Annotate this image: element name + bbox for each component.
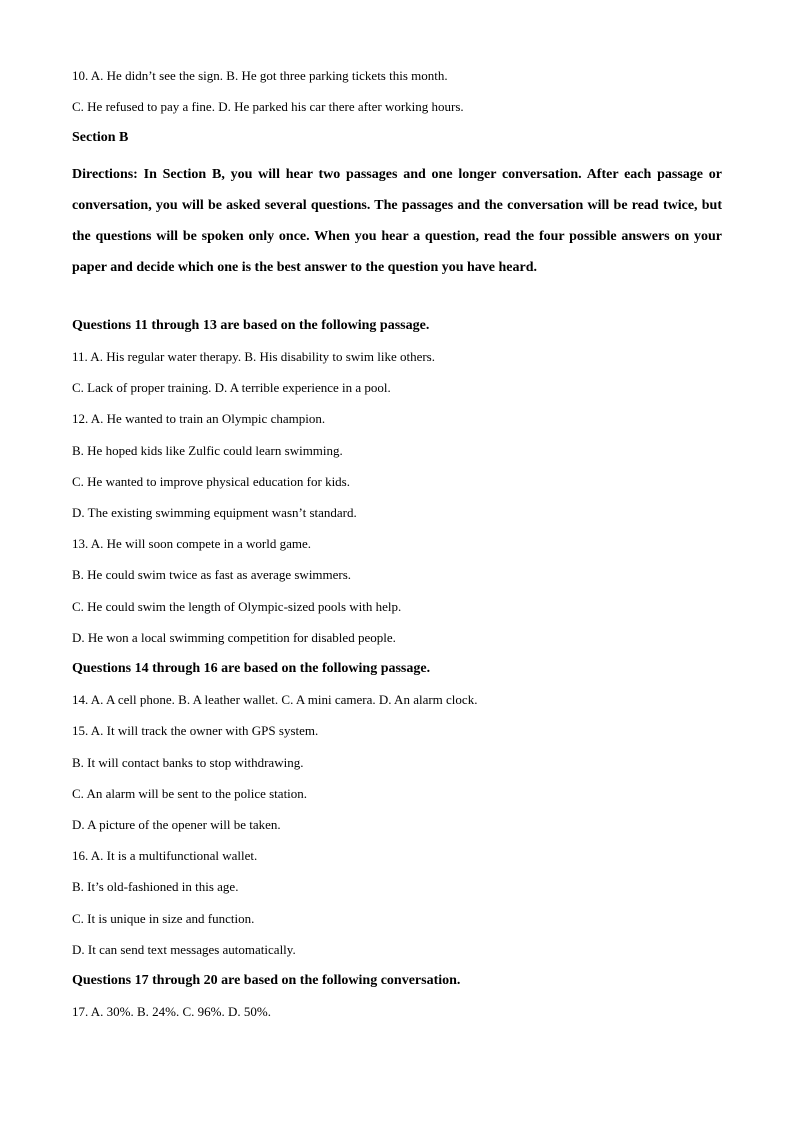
question-line: D. The existing swimming equipment wasn’t standard. bbox=[72, 505, 357, 520]
question-line: 12. A. He wanted to train an Olympic champion. bbox=[72, 411, 326, 426]
question-line: D. He won a local swimming competition for disabled people. bbox=[72, 630, 396, 645]
question-10-line: 10. A. He didn’t see the sign. B. He got three parking tickets this month. bbox=[72, 68, 448, 83]
question-line: C. Lack of proper training. D. A terrible experience in a pool. bbox=[72, 380, 391, 395]
group-heading-11-13: Questions 11 through 13 are based on the following passage. bbox=[72, 318, 430, 333]
question-line: B. It will contact banks to stop withdrawing. bbox=[72, 755, 304, 770]
question-line: B. He could swim twice as fast as average swimmers. bbox=[72, 567, 352, 582]
question-line: C. An alarm will be sent to the police station. bbox=[72, 786, 308, 801]
question-line: C. He could swim the length of Olympic-sized pools with help. bbox=[72, 599, 402, 614]
question-line: B. It’s old-fashioned in this age. bbox=[72, 879, 239, 894]
directions-paragraph: Directions: In Section B, you will hear two passages and one longer conversation. After each passage or conversation, you will be asked several questions. The passages and the conversation will be read twice, but the questions will be spoken only once. When you hear a question, read the four possible answers on your paper and decide which one is the best answer to the question you have heard. bbox=[72, 167, 722, 275]
question-line: 11. A. His regular water therapy. B. His disability to swim like others. bbox=[72, 349, 435, 364]
group-heading-14-16: Questions 14 through 16 are based on the following passage. bbox=[72, 661, 431, 676]
question-10-options-line: C. He refused to pay a fine. D. He parked his car there after working hours. bbox=[72, 99, 464, 114]
question-line: 16. A. It is a multifunctional wallet. bbox=[72, 848, 258, 863]
question-line: D. It can send text messages automatically. bbox=[72, 942, 296, 957]
question-line: 14. A. A cell phone. B. A leather wallet. C. A mini camera. D. An alarm clock. bbox=[72, 692, 478, 707]
question-line: 17. A. 30%. B. 24%. C. 96%. D. 50%. bbox=[72, 1004, 271, 1019]
group-heading-17-20: Questions 17 through 20 are based on the following conversation. bbox=[72, 973, 461, 988]
question-line: C. He wanted to improve physical education for kids. bbox=[72, 474, 350, 489]
section-heading: Section B bbox=[72, 130, 129, 145]
question-line: 13. A. He will soon compete in a world game. bbox=[72, 536, 312, 551]
question-line: C. It is unique in size and function. bbox=[72, 911, 255, 926]
question-line: B. He hoped kids like Zulfic could learn swimming. bbox=[72, 443, 343, 458]
question-line: 15. A. It will track the owner with GPS system. bbox=[72, 723, 319, 738]
question-line: D. A picture of the opener will be taken. bbox=[72, 817, 281, 832]
